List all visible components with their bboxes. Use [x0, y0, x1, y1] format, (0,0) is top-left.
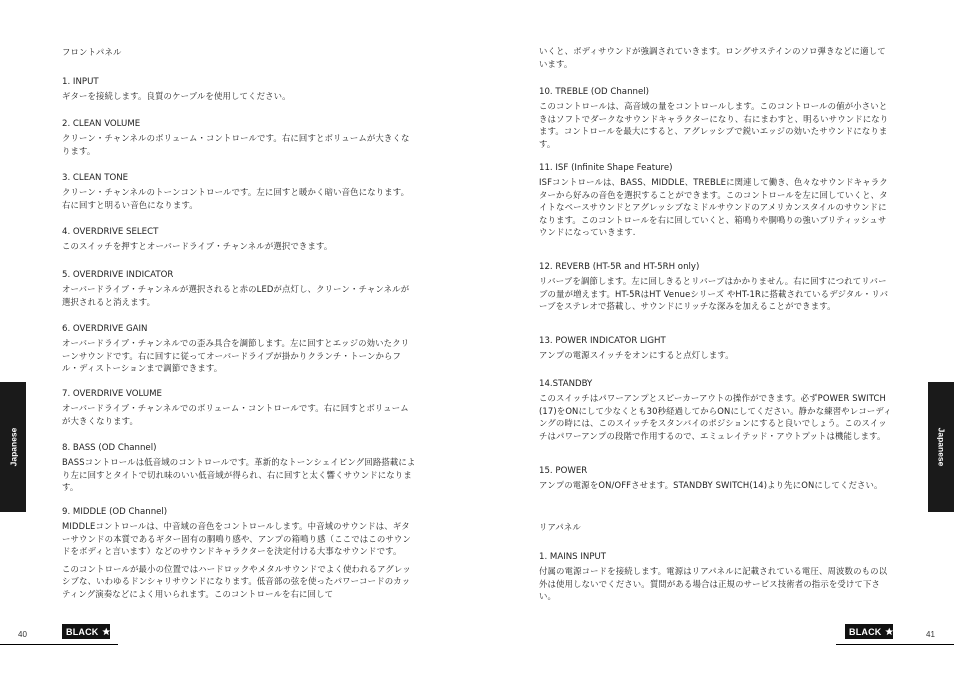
section-title: 15. POWER	[539, 466, 588, 476]
section-standby	[539, 378, 893, 442]
star-icon	[102, 625, 111, 638]
section-body: クリーン・チャンネルのトーンコントロールです。左に回すと暖かく暗い音色になります。右に回すと明るい音色になります。	[62, 187, 410, 210]
section-clean-volume	[62, 118, 416, 157]
middle-continuation: いくと、ボディサウンドが強調されていきます。ロングサステインのソロ弾きなどに適しています。	[539, 46, 886, 69]
page-number-right: 41	[926, 630, 935, 639]
section-body: ギターを接続します。良質のケーブルを使用してください。	[62, 91, 291, 101]
footer-rule-left	[0, 644, 118, 645]
section-bass	[62, 442, 416, 494]
section-body: このスイッチを押すとオーバードライブ・チャンネルが選択できます。	[62, 241, 333, 251]
footer-rule-right	[836, 644, 954, 645]
section-title: 10. TREBLE (OD Channel)	[539, 87, 649, 97]
logo-text: BLACK	[66, 626, 99, 637]
section-treble	[539, 86, 893, 150]
black-star-logo-right	[845, 624, 893, 639]
section-title: 6. OVERDRIVE GAIN	[62, 324, 148, 334]
section-overdrive-select	[62, 226, 416, 253]
section-body: このスイッチはパワーアンプとスピーカーアウトの操作ができます。必ずPOWER SWITCH (17)をONにして少なくとも30秒経過してからONにしてください。静かな練習やレコーディングの時には、このスイッチをスタンバイのポジションにすると良いでしょう。このスイッチはパワーアンプの段階で作用するので、エミュレイテッド・アウトプットは機能します。	[539, 393, 892, 441]
language-tab-label: Japanese	[936, 427, 946, 467]
star-icon	[885, 625, 894, 638]
section-title: 13. POWER INDICATOR LIGHT	[539, 336, 666, 346]
section-body-continued: このコントロールが最小の位置ではハードロックやメタルサウンドでよく使われるアグレッシブな、いわゆるドンシャリサウンドになります。低音部の弦を使ったパワーコードのカッティング演奏などによく用いられます。このコントロールを右に回して	[62, 563, 411, 599]
section-power	[539, 465, 893, 492]
section-body: ISFコントロールは、BASS、MIDDLE、TREBLEに関連して働き、色々なサウンドキャラクターから好みの音色を選択することができます。このコントロールを左に回していくと、タイトなベースサウンドとアグレッシブなミドルサウンドのアメリカンスタイルのサウンドになります。このコントロールを右に回していくと、箱鳴りや胴鳴りの強いブリティッシュサウンドになっていきます.	[539, 177, 888, 238]
section-title: 5. OVERDRIVE INDICATOR	[62, 270, 174, 280]
section-title: 1. MAINS INPUT	[539, 552, 607, 562]
section-body: リバーブを調節します。左に回しきるとリバーブはかかりません。右に回すにつれてリバーブの量が増えます。HT-5RはHT Venueシリーズ やHT-1Rに搭載されているデジタル・リバーブをステレオで搭載し、サウンドにリッチな深みを加えることができます。	[539, 276, 889, 312]
section-body: アンプの電源スイッチをオンにすると点灯します。	[539, 350, 734, 360]
language-tab-left	[0, 382, 26, 512]
page-number-left: 40	[18, 630, 27, 639]
logo-text: BLACK	[849, 626, 882, 637]
rear-panel-heading: リアパネル	[539, 522, 581, 532]
section-overdrive-indicator	[62, 269, 416, 308]
section-mains-input	[539, 551, 893, 603]
section-title: 1. INPUT	[62, 77, 99, 87]
section-body: クリーン・チャンネルのボリューム・コントロールです。右に回すとボリュームが大きくなります。	[62, 133, 410, 156]
section-title: 3. CLEAN TONE	[62, 173, 129, 183]
section-body: このコントロールは、高音域の量をコントロールします。このコントロールの値が小さいときはソフトでダークなサウンドキャラクターになり、右にまわすと、明るいサウンドになります。コントロールを最大にすると、アグレッシブで鋭いエッジの効いたサウンドになります。	[539, 101, 889, 149]
section-title: 12. REVERB (HT-5R and HT-5RH only)	[539, 262, 700, 272]
section-title: 4. OVERDRIVE SELECT	[62, 227, 159, 237]
section-body: アンプの電源をON/OFFさせます。STANDBY SWITCH(14)より先にONにしてください。	[539, 480, 883, 490]
section-isf	[539, 162, 893, 239]
section-body: オーバードライブ・チャンネルでの歪み具合を調節します。左に回すとエッジの効いたクリーンサウンドです。右に回すに従ってオーバードライブが掛かりクランチ・トーンからフル・ディストーションまで調節できます。	[62, 338, 410, 374]
section-clean-tone	[62, 172, 416, 211]
section-body: BASSコントロールは低音域のコントロールです。革新的なトーンシェイピング回路搭載により左に回すとタイトで切れ味のいい低音域が得られ、右に回すと太く響くサウンドになります。	[62, 457, 416, 493]
section-middle	[62, 506, 416, 601]
language-tab-right	[928, 382, 954, 512]
section-title: 2. CLEAN VOLUME	[62, 119, 141, 129]
section-input	[62, 76, 416, 103]
section-reverb	[539, 261, 893, 313]
front-panel-heading: フロントパネル	[62, 47, 122, 57]
language-tab-label: Japanese	[8, 427, 18, 467]
section-overdrive-volume	[62, 388, 416, 427]
section-body: MIDDLEコントロールは、中音域の音色をコントロールします。中音域のサウンドは、ギターサウンドの本質であるギター固有の胴鳴り感や、アンプの箱鳴り感（ここではこのサウンドをボディと言います）などのサウンドキャラクターを決定付ける大事なサウンドです。	[62, 521, 411, 557]
section-title: 7. OVERDRIVE VOLUME	[62, 389, 162, 399]
section-title: 14.STANDBY	[539, 379, 593, 389]
black-star-logo-left	[62, 624, 110, 639]
section-body: オーバードライブ・チャンネルが選択されると赤のLEDが点灯し、クリーン・チャンネルが選択されると消えます。	[62, 284, 410, 307]
section-power-indicator	[539, 335, 893, 362]
section-body: 付属の電源コードを接続します。電源はリアパネルに記載されている電圧、周波数のもの以外は使用しないでください。質問がある場合は正規のサービス技術者の指示を受けて下さい。	[539, 566, 888, 602]
section-title: 9. MIDDLE (OD Channel)	[62, 507, 168, 517]
section-title: 8. BASS (OD Channel)	[62, 443, 157, 453]
section-overdrive-gain	[62, 323, 416, 375]
section-title: 11. ISF (Infinite Shape Feature)	[539, 163, 673, 173]
section-body: オーバードライブ・チャンネルでのボリューム・コントロールです。右に回すとボリュームが大きくなります。	[62, 403, 409, 426]
